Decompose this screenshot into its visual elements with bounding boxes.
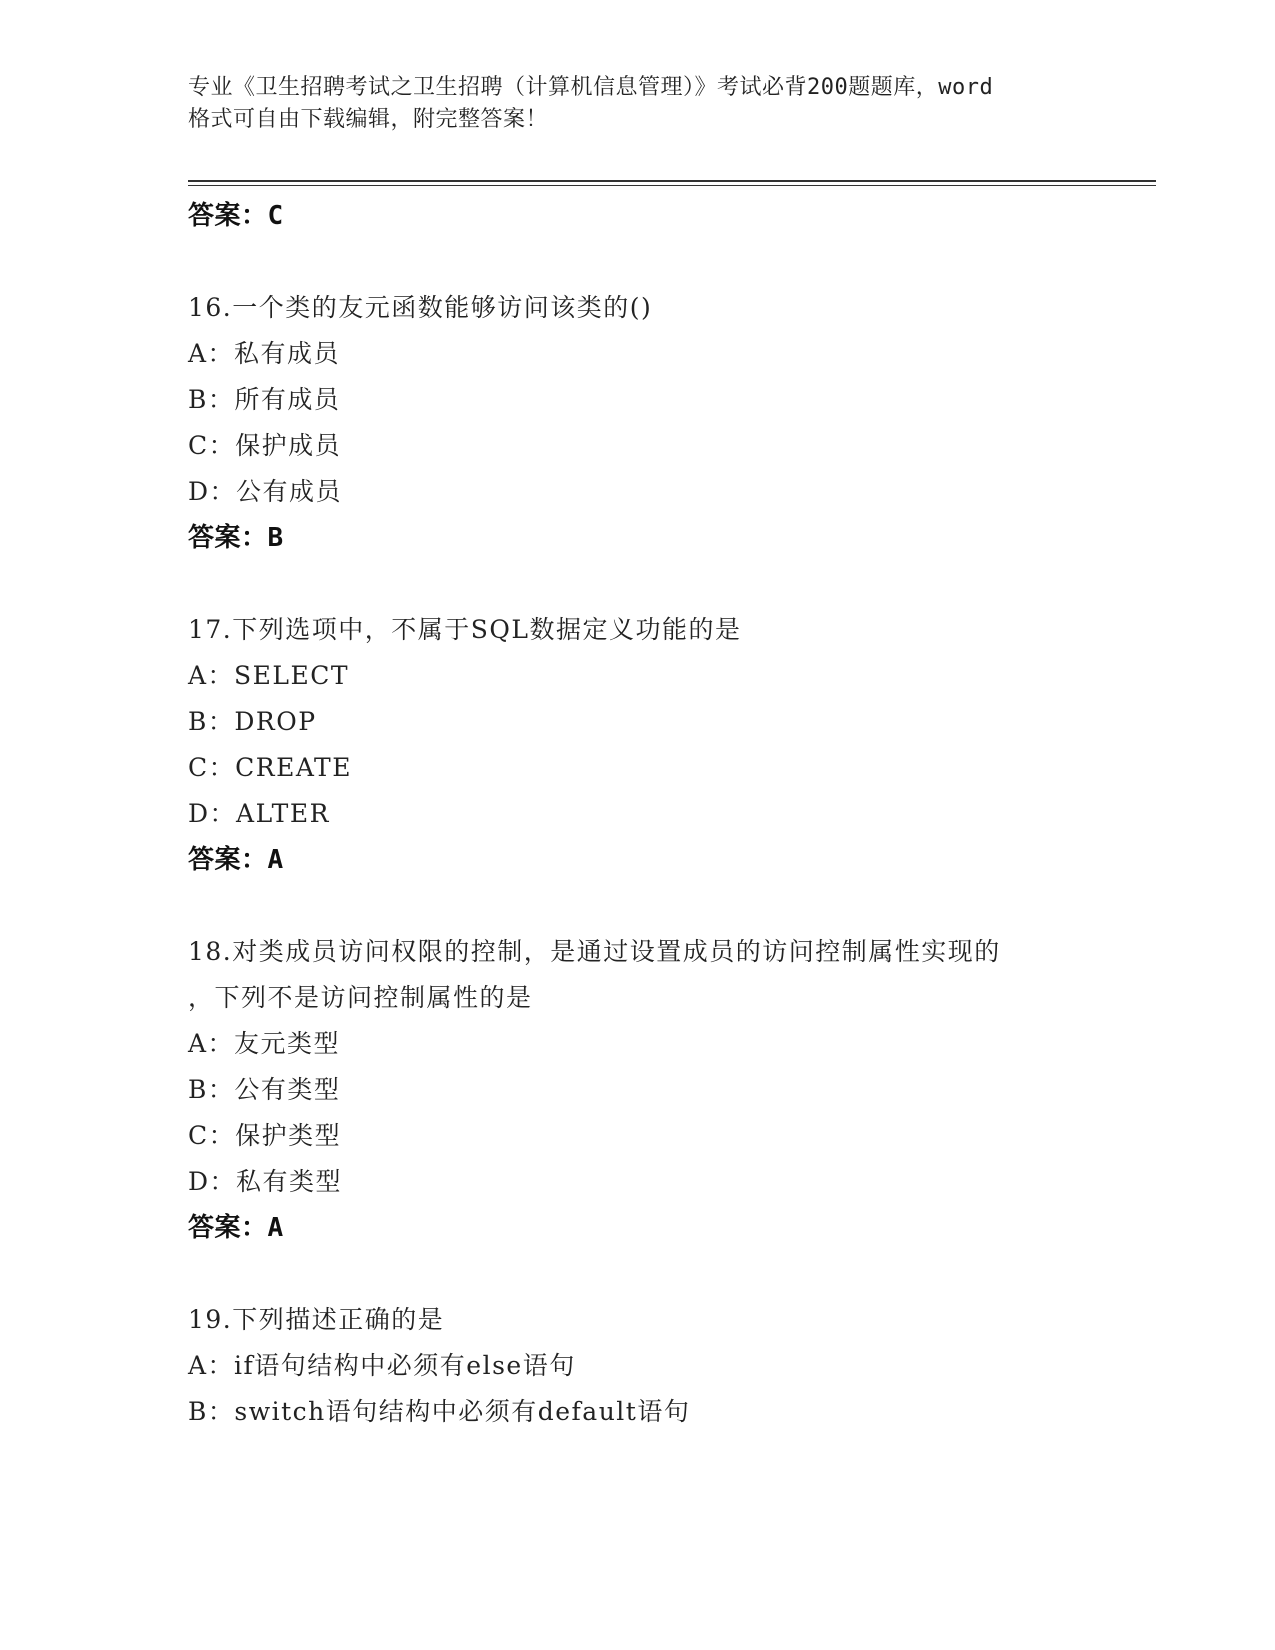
option-a: A：私有成员 <box>188 339 341 368</box>
question-19 <box>188 1297 1148 1435</box>
header-divider <box>188 180 1156 182</box>
header-line-2: 格式可自由下载编辑，附完整答案！ <box>188 107 549 132</box>
question-list <box>188 193 1148 1435</box>
answer-label: 答案：A <box>188 845 284 875</box>
option-c: C：保护类型 <box>188 1121 342 1150</box>
option-a: A：友元类型 <box>188 1029 341 1058</box>
option-a: A：if语句结构中必须有else语句 <box>188 1351 576 1380</box>
document-header <box>188 72 1088 136</box>
option-b: B：所有成员 <box>188 385 341 414</box>
answer-label: 答案：B <box>188 523 284 553</box>
answer-label: 答案：A <box>188 1213 284 1243</box>
header-line-1: 专业《卫生招聘考试之卫生招聘（计算机信息管理）》考试必背200题题库，word <box>188 75 994 100</box>
option-a: A：SELECT <box>188 661 350 690</box>
option-c: C：保护成员 <box>188 431 342 460</box>
option-d: D：ALTER <box>188 799 330 828</box>
option-d: D：私有类型 <box>188 1167 343 1196</box>
question-16 <box>188 285 1148 561</box>
question-stem-continued: ，下列不是访问控制属性的是 <box>188 983 533 1012</box>
question-stem: 19.下列描述正确的是 <box>188 1305 445 1334</box>
question-stem: 16.一个类的友元函数能够访问该类的() <box>188 293 653 322</box>
option-b: B：DROP <box>188 707 317 736</box>
answer-label: 答案：C <box>188 201 284 231</box>
option-d: D：公有成员 <box>188 477 343 506</box>
option-b: B：switch语句结构中必须有default语句 <box>188 1397 691 1426</box>
option-c: C：CREATE <box>188 753 352 782</box>
question-17 <box>188 607 1148 883</box>
question-stem: 17.下列选项中，不属于SQL数据定义功能的是 <box>188 615 742 644</box>
option-b: B：公有类型 <box>188 1075 341 1104</box>
question-18 <box>188 929 1148 1251</box>
header-divider-thin <box>188 185 1156 186</box>
question-stem: 18.对类成员访问权限的控制，是通过设置成员的访问控制属性实现的 <box>188 937 1001 966</box>
